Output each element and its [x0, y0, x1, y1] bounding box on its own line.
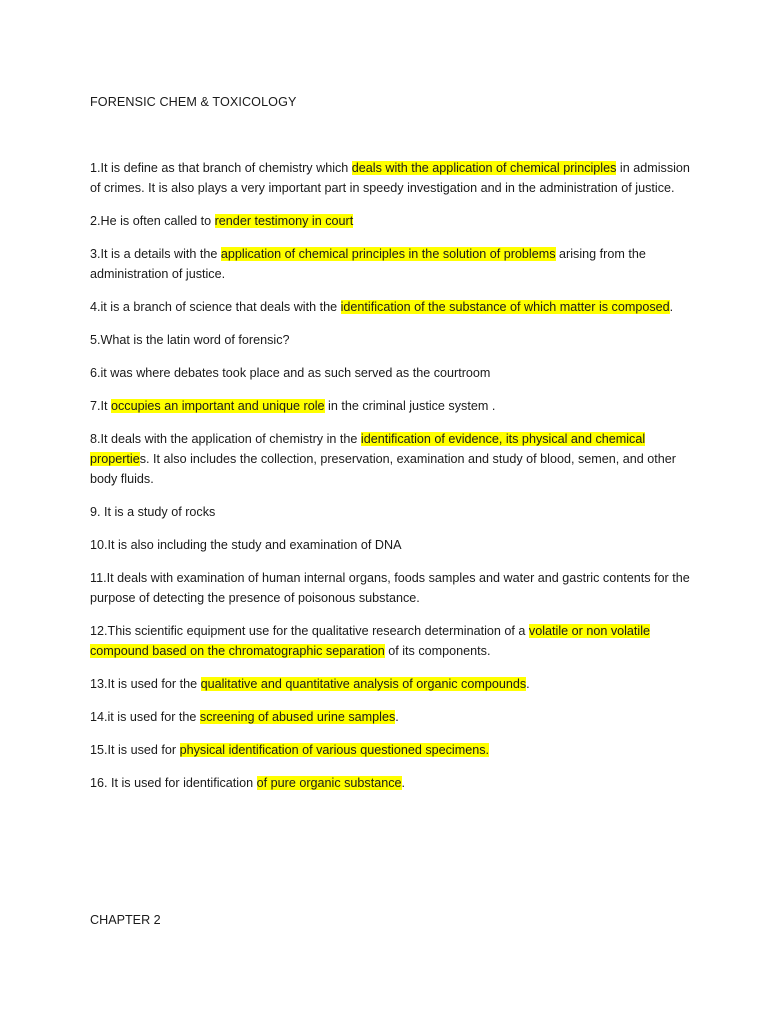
document-title: FORENSIC CHEM & TOXICOLOGY: [90, 95, 297, 109]
question-item: [90, 568, 690, 608]
question-text: 9. It is a study of rocks: [90, 505, 216, 519]
question-text: 11.It deals with examination of human internal organs, foods samples and water and gastric contents for the purpose of detecting the presence of poisonous substance.: [90, 571, 690, 605]
question-text: .: [401, 776, 406, 790]
question-text: in admission of crimes. It is also plays a very important part in speedy investigation and in the administration of justice.: [90, 161, 690, 195]
question-item: [90, 740, 690, 760]
question-text: 4.it is a branch of science that deals with the: [90, 300, 341, 314]
question-text: 15.It is used for: [90, 743, 180, 757]
question-text: .: [526, 677, 530, 691]
question-item: [90, 297, 690, 317]
question-item: [90, 502, 690, 522]
question-text: 16. It is used for identification: [90, 776, 257, 790]
question-text: 10.It is also including the study and examination of DNA: [90, 538, 402, 552]
question-item: [90, 363, 690, 383]
question-text: 7.It: [90, 399, 111, 413]
highlighted-answer: occupies an important and unique role: [111, 399, 325, 413]
question-item: [90, 211, 690, 231]
question-item: [90, 330, 690, 350]
question-text: 5.What is the latin word of forensic?: [90, 333, 290, 347]
question-text: .: [669, 300, 674, 314]
question-text: 14.it is used for the: [90, 710, 200, 724]
question-text: 12.This scientific equipment use for the qualitative research determination of a: [90, 624, 529, 638]
highlighted-answer: application of chemical principles in the solution of problems: [220, 247, 556, 261]
question-item: [90, 158, 690, 198]
question-text: 3.It is a details with the: [90, 247, 221, 261]
question-text: .: [395, 710, 399, 724]
question-text: arising from the administration of justice.: [90, 247, 646, 281]
highlighted-answer: volatile or non volatile compound based on the chromatographic separation: [90, 624, 651, 658]
highlighted-answer: deals with the application of chemical principles: [351, 161, 617, 175]
question-item: [90, 674, 690, 694]
question-text: 6.it was where debates took place and as such served as the courtroom: [90, 366, 491, 380]
highlighted-answer: of pure organic substance: [256, 776, 402, 790]
question-item: [90, 707, 690, 727]
question-item: [90, 773, 690, 793]
highlighted-answer: identification of the substance of which matter is composed: [340, 300, 670, 314]
question-text: 13.It is used for the: [90, 677, 201, 691]
question-list: [90, 158, 690, 806]
question-text: 8.It deals with the application of chemistry in the: [90, 432, 361, 446]
question-item: [90, 244, 690, 284]
question-text: of its components.: [384, 644, 491, 658]
question-item: [90, 535, 690, 555]
question-item: [90, 621, 690, 661]
highlighted-answer: identification of evidence, its physical and chemical propertie: [90, 432, 646, 466]
highlighted-answer: qualitative and quantitative analysis of organic compounds: [200, 677, 527, 691]
highlighted-answer: render testimony in court: [214, 214, 354, 228]
highlighted-answer: screening of abused urine samples: [199, 710, 396, 724]
question-item: [90, 429, 690, 489]
question-text: in the criminal justice system .: [324, 399, 496, 413]
chapter-heading: CHAPTER 2: [90, 913, 161, 927]
question-text: s. It also includes the collection, preservation, examination and study of blood, semen, and other body fluids.: [90, 452, 676, 486]
question-text: 2.He is often called to: [90, 214, 215, 228]
highlighted-answer: physical identification of various questioned specimens.: [179, 743, 490, 757]
question-item: [90, 396, 690, 416]
question-text: 1.It is define as that branch of chemistry which: [90, 161, 352, 175]
